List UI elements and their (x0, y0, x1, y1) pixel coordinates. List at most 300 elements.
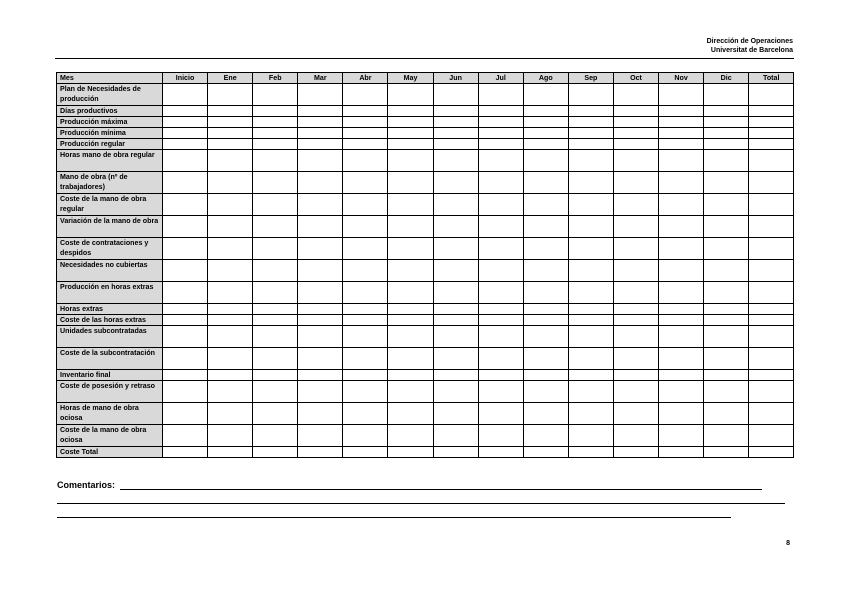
table-cell[interactable] (208, 260, 253, 282)
table-cell[interactable] (523, 150, 568, 172)
table-cell[interactable] (163, 447, 208, 458)
table-cell[interactable] (298, 381, 343, 403)
table-cell[interactable] (208, 194, 253, 216)
table-cell[interactable] (704, 194, 749, 216)
table-cell[interactable] (659, 194, 704, 216)
table-cell[interactable] (388, 304, 433, 315)
table-cell[interactable] (749, 238, 794, 260)
table-cell[interactable] (433, 216, 478, 238)
table-cell[interactable] (163, 238, 208, 260)
table-cell[interactable] (388, 194, 433, 216)
table-cell[interactable] (343, 348, 388, 370)
table-cell[interactable] (704, 260, 749, 282)
table-cell[interactable] (208, 403, 253, 425)
table-cell[interactable] (388, 128, 433, 139)
table-cell[interactable] (704, 425, 749, 447)
table-cell[interactable] (704, 150, 749, 172)
table-cell[interactable] (208, 84, 253, 106)
table-cell[interactable] (163, 139, 208, 150)
table-cell[interactable] (478, 106, 523, 117)
table-cell[interactable] (343, 194, 388, 216)
table-cell[interactable] (343, 260, 388, 282)
table-cell[interactable] (388, 172, 433, 194)
table-cell[interactable] (749, 370, 794, 381)
table-cell[interactable] (433, 326, 478, 348)
table-cell[interactable] (478, 370, 523, 381)
table-cell[interactable] (613, 128, 658, 139)
table-cell[interactable] (568, 128, 613, 139)
table-cell[interactable] (343, 304, 388, 315)
table-cell[interactable] (433, 194, 478, 216)
table-cell[interactable] (749, 139, 794, 150)
table-cell[interactable] (568, 326, 613, 348)
table-cell[interactable] (253, 172, 298, 194)
table-cell[interactable] (568, 238, 613, 260)
table-cell[interactable] (343, 238, 388, 260)
table-cell[interactable] (208, 282, 253, 304)
table-cell[interactable] (298, 150, 343, 172)
table-cell[interactable] (659, 425, 704, 447)
table-cell[interactable] (298, 403, 343, 425)
table-cell[interactable] (433, 381, 478, 403)
table-cell[interactable] (523, 315, 568, 326)
table-cell[interactable] (163, 260, 208, 282)
table-cell[interactable] (163, 370, 208, 381)
table-cell[interactable] (568, 425, 613, 447)
table-cell[interactable] (298, 139, 343, 150)
table-cell[interactable] (659, 348, 704, 370)
table-cell[interactable] (388, 117, 433, 128)
table-cell[interactable] (749, 326, 794, 348)
table-cell[interactable] (704, 84, 749, 106)
table-cell[interactable] (208, 425, 253, 447)
table-cell[interactable] (298, 315, 343, 326)
table-cell[interactable] (478, 172, 523, 194)
table-cell[interactable] (478, 194, 523, 216)
table-cell[interactable] (613, 304, 658, 315)
table-cell[interactable] (704, 447, 749, 458)
table-cell[interactable] (298, 447, 343, 458)
table-cell[interactable] (208, 304, 253, 315)
comments-line-1[interactable] (120, 489, 762, 490)
table-cell[interactable] (343, 326, 388, 348)
table-cell[interactable] (478, 315, 523, 326)
table-cell[interactable] (388, 381, 433, 403)
table-cell[interactable] (523, 370, 568, 381)
table-cell[interactable] (388, 260, 433, 282)
table-cell[interactable] (298, 348, 343, 370)
table-cell[interactable] (659, 260, 704, 282)
table-cell[interactable] (343, 172, 388, 194)
table-cell[interactable] (568, 381, 613, 403)
table-cell[interactable] (208, 238, 253, 260)
table-cell[interactable] (523, 304, 568, 315)
table-cell[interactable] (749, 348, 794, 370)
table-cell[interactable] (433, 370, 478, 381)
table-cell[interactable] (163, 304, 208, 315)
table-cell[interactable] (298, 304, 343, 315)
table-cell[interactable] (523, 139, 568, 150)
table-cell[interactable] (388, 216, 433, 238)
table-cell[interactable] (388, 425, 433, 447)
table-cell[interactable] (659, 84, 704, 106)
table-cell[interactable] (749, 425, 794, 447)
table-cell[interactable] (478, 84, 523, 106)
table-cell[interactable] (704, 282, 749, 304)
table-cell[interactable] (433, 447, 478, 458)
table-cell[interactable] (568, 304, 613, 315)
table-cell[interactable] (208, 315, 253, 326)
table-cell[interactable] (388, 326, 433, 348)
table-cell[interactable] (388, 106, 433, 117)
table-cell[interactable] (659, 139, 704, 150)
table-cell[interactable] (749, 172, 794, 194)
table-cell[interactable] (568, 117, 613, 128)
table-cell[interactable] (478, 304, 523, 315)
table-cell[interactable] (478, 348, 523, 370)
table-cell[interactable] (253, 304, 298, 315)
table-cell[interactable] (659, 370, 704, 381)
table-cell[interactable] (704, 172, 749, 194)
table-cell[interactable] (523, 238, 568, 260)
table-cell[interactable] (163, 216, 208, 238)
table-cell[interactable] (704, 326, 749, 348)
table-cell[interactable] (613, 106, 658, 117)
table-cell[interactable] (478, 447, 523, 458)
table-cell[interactable] (388, 447, 433, 458)
table-cell[interactable] (568, 315, 613, 326)
table-cell[interactable] (298, 238, 343, 260)
table-cell[interactable] (523, 106, 568, 117)
table-cell[interactable] (613, 84, 658, 106)
table-cell[interactable] (208, 216, 253, 238)
table-cell[interactable] (659, 304, 704, 315)
table-cell[interactable] (659, 403, 704, 425)
table-cell[interactable] (253, 150, 298, 172)
table-cell[interactable] (388, 315, 433, 326)
table-cell[interactable] (478, 216, 523, 238)
table-cell[interactable] (163, 348, 208, 370)
table-cell[interactable] (433, 260, 478, 282)
table-cell[interactable] (253, 381, 298, 403)
table-cell[interactable] (208, 106, 253, 117)
table-cell[interactable] (613, 403, 658, 425)
table-cell[interactable] (253, 106, 298, 117)
table-cell[interactable] (568, 348, 613, 370)
table-cell[interactable] (478, 150, 523, 172)
table-cell[interactable] (163, 315, 208, 326)
table-cell[interactable] (253, 260, 298, 282)
table-cell[interactable] (163, 84, 208, 106)
table-cell[interactable] (208, 117, 253, 128)
table-cell[interactable] (704, 403, 749, 425)
table-cell[interactable] (523, 128, 568, 139)
table-cell[interactable] (208, 128, 253, 139)
table-cell[interactable] (478, 381, 523, 403)
table-cell[interactable] (433, 150, 478, 172)
table-cell[interactable] (298, 117, 343, 128)
table-cell[interactable] (749, 315, 794, 326)
table-cell[interactable] (298, 172, 343, 194)
table-cell[interactable] (704, 238, 749, 260)
table-cell[interactable] (659, 315, 704, 326)
table-cell[interactable] (659, 128, 704, 139)
table-cell[interactable] (478, 128, 523, 139)
table-cell[interactable] (253, 216, 298, 238)
table-cell[interactable] (343, 447, 388, 458)
table-cell[interactable] (659, 150, 704, 172)
table-cell[interactable] (523, 425, 568, 447)
table-cell[interactable] (163, 326, 208, 348)
table-cell[interactable] (749, 304, 794, 315)
table-cell[interactable] (704, 348, 749, 370)
table-cell[interactable] (568, 216, 613, 238)
table-cell[interactable] (659, 238, 704, 260)
table-cell[interactable] (253, 315, 298, 326)
table-cell[interactable] (433, 84, 478, 106)
table-cell[interactable] (523, 172, 568, 194)
table-cell[interactable] (253, 84, 298, 106)
table-cell[interactable] (298, 260, 343, 282)
table-cell[interactable] (568, 194, 613, 216)
table-cell[interactable] (388, 139, 433, 150)
table-cell[interactable] (388, 238, 433, 260)
table-cell[interactable] (298, 216, 343, 238)
table-cell[interactable] (433, 172, 478, 194)
table-cell[interactable] (613, 260, 658, 282)
table-cell[interactable] (568, 139, 613, 150)
table-cell[interactable] (253, 326, 298, 348)
table-cell[interactable] (523, 348, 568, 370)
table-cell[interactable] (659, 172, 704, 194)
table-cell[interactable] (704, 106, 749, 117)
table-cell[interactable] (523, 216, 568, 238)
table-cell[interactable] (253, 117, 298, 128)
table-cell[interactable] (433, 304, 478, 315)
table-cell[interactable] (388, 348, 433, 370)
table-cell[interactable] (749, 150, 794, 172)
table-cell[interactable] (523, 326, 568, 348)
table-cell[interactable] (659, 326, 704, 348)
table-cell[interactable] (163, 403, 208, 425)
table-cell[interactable] (298, 106, 343, 117)
table-cell[interactable] (749, 194, 794, 216)
table-cell[interactable] (613, 425, 658, 447)
table-cell[interactable] (343, 128, 388, 139)
table-cell[interactable] (749, 381, 794, 403)
table-cell[interactable] (478, 282, 523, 304)
table-cell[interactable] (253, 282, 298, 304)
table-cell[interactable] (253, 348, 298, 370)
table-cell[interactable] (298, 282, 343, 304)
table-cell[interactable] (163, 150, 208, 172)
table-cell[interactable] (208, 150, 253, 172)
table-cell[interactable] (478, 139, 523, 150)
table-cell[interactable] (343, 117, 388, 128)
table-cell[interactable] (613, 117, 658, 128)
table-cell[interactable] (343, 381, 388, 403)
table-cell[interactable] (523, 260, 568, 282)
table-cell[interactable] (523, 282, 568, 304)
table-cell[interactable] (343, 84, 388, 106)
table-cell[interactable] (704, 304, 749, 315)
table-cell[interactable] (208, 172, 253, 194)
table-cell[interactable] (253, 403, 298, 425)
table-cell[interactable] (163, 282, 208, 304)
table-cell[interactable] (163, 425, 208, 447)
table-cell[interactable] (749, 216, 794, 238)
comments-line-2[interactable] (57, 503, 785, 504)
table-cell[interactable] (298, 84, 343, 106)
table-cell[interactable] (613, 194, 658, 216)
table-cell[interactable] (163, 172, 208, 194)
comments-line-3[interactable] (57, 517, 731, 518)
table-cell[interactable] (568, 106, 613, 117)
table-cell[interactable] (343, 370, 388, 381)
table-cell[interactable] (523, 381, 568, 403)
table-cell[interactable] (749, 282, 794, 304)
table-cell[interactable] (433, 282, 478, 304)
table-cell[interactable] (613, 381, 658, 403)
table-cell[interactable] (343, 216, 388, 238)
table-cell[interactable] (208, 381, 253, 403)
table-cell[interactable] (613, 216, 658, 238)
table-cell[interactable] (568, 447, 613, 458)
table-cell[interactable] (388, 150, 433, 172)
table-cell[interactable] (749, 128, 794, 139)
table-cell[interactable] (568, 172, 613, 194)
table-cell[interactable] (749, 260, 794, 282)
table-cell[interactable] (704, 370, 749, 381)
table-cell[interactable] (433, 238, 478, 260)
table-cell[interactable] (749, 447, 794, 458)
table-cell[interactable] (659, 381, 704, 403)
table-cell[interactable] (478, 238, 523, 260)
table-cell[interactable] (613, 150, 658, 172)
table-cell[interactable] (613, 326, 658, 348)
table-cell[interactable] (253, 425, 298, 447)
table-cell[interactable] (749, 403, 794, 425)
table-cell[interactable] (433, 139, 478, 150)
row-label: Inventario final (57, 370, 163, 381)
table-cell[interactable] (523, 447, 568, 458)
table-cell[interactable] (704, 128, 749, 139)
table-cell[interactable] (478, 260, 523, 282)
table-cell[interactable] (208, 326, 253, 348)
table-cell[interactable] (433, 348, 478, 370)
table-cell[interactable] (388, 403, 433, 425)
table-cell[interactable] (298, 326, 343, 348)
table-cell[interactable] (298, 194, 343, 216)
table-cell[interactable] (613, 282, 658, 304)
table-cell[interactable] (523, 403, 568, 425)
table-cell[interactable] (478, 403, 523, 425)
table-cell[interactable] (613, 238, 658, 260)
row-label: Coste de las horas extras (57, 315, 163, 326)
table-cell[interactable] (659, 447, 704, 458)
table-cell[interactable] (478, 117, 523, 128)
table-cell[interactable] (523, 84, 568, 106)
table-cell[interactable] (388, 370, 433, 381)
table-cell[interactable] (163, 117, 208, 128)
table-cell[interactable] (523, 117, 568, 128)
table-cell[interactable] (343, 150, 388, 172)
table-cell[interactable] (343, 425, 388, 447)
table-cell[interactable] (478, 326, 523, 348)
table-cell[interactable] (253, 194, 298, 216)
table-cell[interactable] (749, 84, 794, 106)
row-label: Mano de obra (nº de trabajadores) (57, 172, 163, 194)
table-cell[interactable] (613, 447, 658, 458)
table-cell[interactable] (659, 282, 704, 304)
table-cell[interactable] (208, 139, 253, 150)
table-cell[interactable] (433, 117, 478, 128)
table-cell[interactable] (704, 117, 749, 128)
table-cell[interactable] (568, 260, 613, 282)
table-cell[interactable] (613, 370, 658, 381)
table-cell[interactable] (388, 84, 433, 106)
table-cell[interactable] (478, 425, 523, 447)
table-cell[interactable] (659, 117, 704, 128)
table-cell[interactable] (253, 370, 298, 381)
table-cell[interactable] (433, 403, 478, 425)
table-cell[interactable] (568, 403, 613, 425)
table-cell[interactable] (163, 381, 208, 403)
table-cell[interactable] (659, 216, 704, 238)
table-cell[interactable] (343, 139, 388, 150)
table-cell[interactable] (298, 128, 343, 139)
table-cell[interactable] (613, 139, 658, 150)
table-cell[interactable] (298, 370, 343, 381)
table-cell[interactable] (433, 106, 478, 117)
table-cell[interactable] (163, 106, 208, 117)
table-cell[interactable] (208, 447, 253, 458)
table-cell[interactable] (568, 282, 613, 304)
table-cell[interactable] (163, 128, 208, 139)
table-cell[interactable] (208, 348, 253, 370)
table-cell[interactable] (613, 315, 658, 326)
table-cell[interactable] (253, 447, 298, 458)
table-cell[interactable] (343, 282, 388, 304)
table-cell[interactable] (163, 194, 208, 216)
table-cell[interactable] (298, 425, 343, 447)
table-cell[interactable] (253, 238, 298, 260)
table-cell[interactable] (704, 216, 749, 238)
table-cell[interactable] (433, 425, 478, 447)
table-cell[interactable] (613, 348, 658, 370)
table-cell[interactable] (343, 315, 388, 326)
table-cell[interactable] (749, 117, 794, 128)
table-cell[interactable] (659, 106, 704, 117)
table-cell[interactable] (523, 194, 568, 216)
table-cell[interactable] (343, 403, 388, 425)
table-cell[interactable] (613, 172, 658, 194)
table-cell[interactable] (208, 370, 253, 381)
table-cell[interactable] (433, 315, 478, 326)
table-cell[interactable] (704, 315, 749, 326)
table-cell[interactable] (568, 150, 613, 172)
table-cell[interactable] (343, 106, 388, 117)
table-cell[interactable] (749, 106, 794, 117)
table-cell[interactable] (704, 381, 749, 403)
table-cell[interactable] (568, 370, 613, 381)
table-cell[interactable] (433, 128, 478, 139)
table-cell[interactable] (704, 139, 749, 150)
table-cell[interactable] (253, 139, 298, 150)
table-cell[interactable] (568, 84, 613, 106)
table-cell[interactable] (253, 128, 298, 139)
table-cell[interactable] (388, 282, 433, 304)
